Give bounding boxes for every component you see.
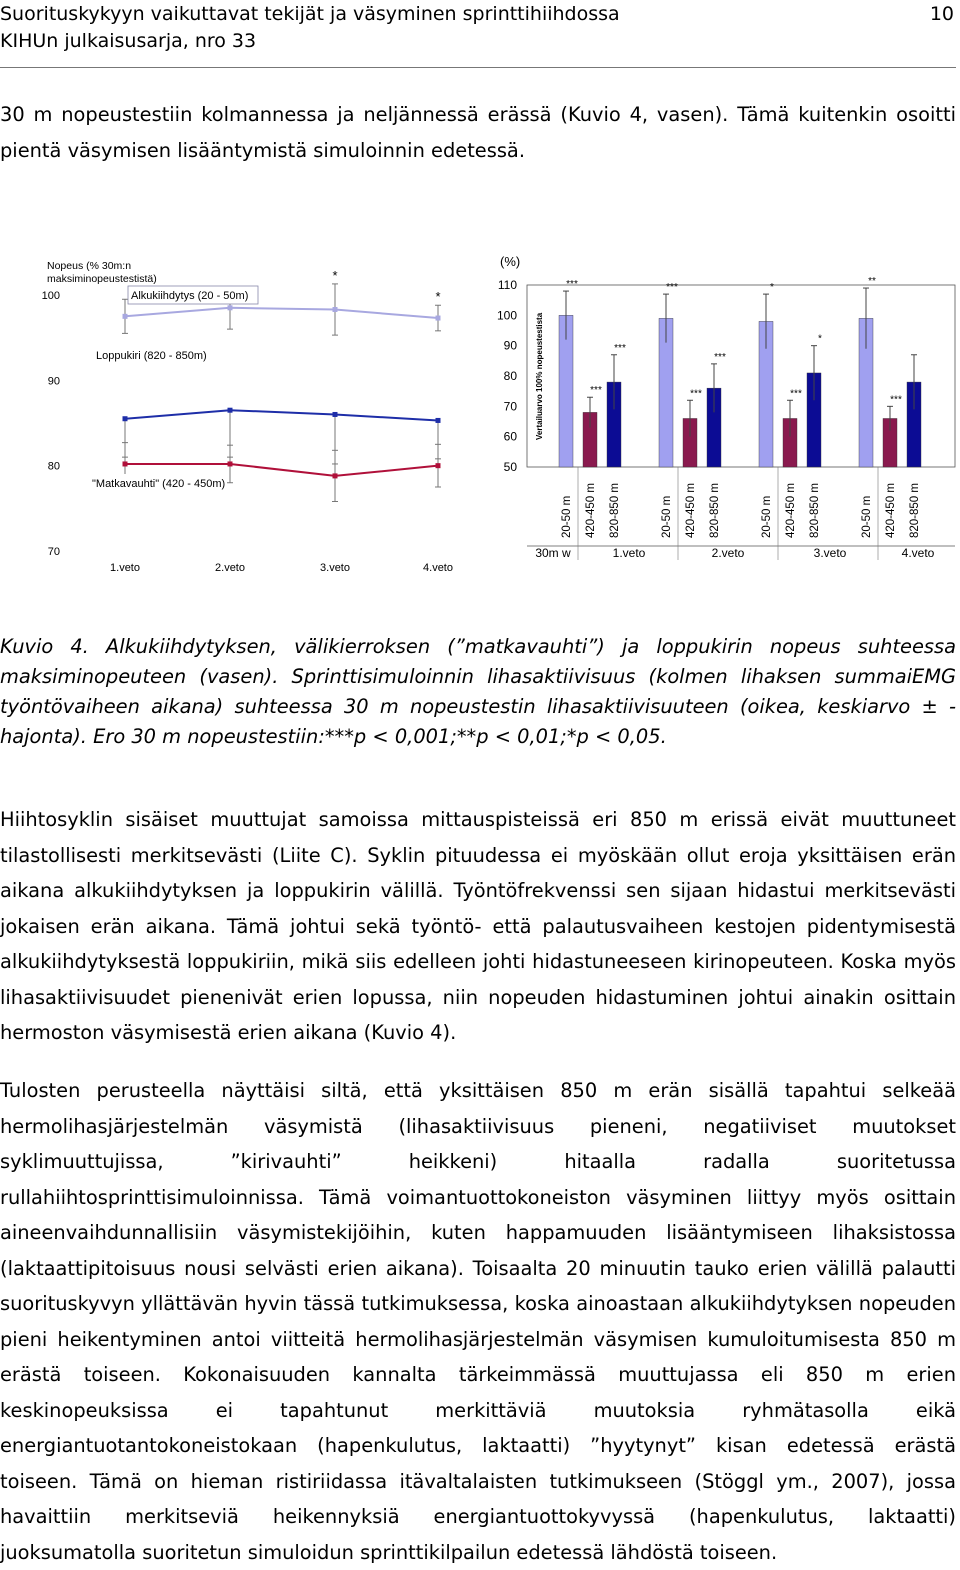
legend-label: "Matkavauhti" (420 - 450m)	[92, 478, 226, 490]
significance-marker: **	[868, 276, 876, 288]
figure-caption: Kuvio 4. Alkukiihdytyksen, välikierroksen (”matkavauhti”) ja loppukirin nopeus suhteessa maksiminopeuteen (vasen). Sprinttisimuloinnin lihasaktiivisuus (kolmen lihaksen summaiEMG työntövaiheen aikana) suhteessa 30 m nopeustestin lihasaktiivisuuteen (oikea, keskiarvo ± -hajonta). Ero 30 m nopeustestiin:***p < 0,001;**p < 0,01;*p < 0,05.	[0, 635, 956, 748]
bar-category-label: 420-450 m	[885, 483, 897, 538]
bar-category-label: 20-50 m	[861, 495, 873, 538]
legend-label: Alkukiihdytys (20 - 50m)	[131, 290, 249, 302]
bar-category-label: 20-50 m	[761, 495, 773, 538]
significance-marker: ***	[666, 282, 678, 294]
significance-marker: ***	[690, 388, 702, 400]
header-divider	[0, 67, 956, 68]
significance-marker: ***	[890, 394, 902, 406]
y-axis-label-line-2: maksiminopeustestistä)	[47, 273, 157, 285]
significance-marker: *	[435, 289, 441, 305]
y-tick-label: 110	[497, 278, 517, 292]
x-tick-label: 2.veto	[215, 562, 245, 574]
significance-marker: ***	[614, 342, 626, 354]
y-axis-unit-label: (%)	[500, 254, 521, 269]
y-axis-rotated-label: Vertailuarvo 100% nopeustestista	[535, 312, 544, 440]
significance-marker: ***	[790, 388, 802, 400]
y-tick-label: 80	[503, 369, 517, 383]
y-tick-label: 80	[47, 460, 60, 473]
significance-marker: *	[770, 282, 774, 294]
bar-category-label: 20-50 m	[561, 495, 573, 538]
significance-marker: ***	[590, 385, 602, 397]
y-tick-label: 90	[47, 375, 60, 388]
y-tick-label: 50	[503, 460, 517, 474]
significance-marker: ***	[566, 279, 578, 291]
body-paragraph-2: Tulosten perusteella näyttäisi siltä, että yksittäisen 850 m erän sisällä tapahtui selkeää hermolihasjärjestelmän väsymistä (lihasaktiivisuus pieneni, negatiiviset muutokset syklimuuttujissa, ”kirivauhti” heikkeni) hitaalla radalla suoritetussa rullahiihtosprinttisimuloinnissa. Tämä voimantuottokoneiston väsyminen liittyy myös osittain aineenvaihdunnallisiin väsymistekijöihin, kuten happamuuden lisääntymiseen lihaksistossa (laktaattipitoisuus nousi selvästi erien aikana). Toisaalta 20 minuutin tauko erien välillä palautti suorituskyvyn yllättävän hyvin tässä tutkimuksessa, koska ainoastaan alkukiihdytyksen nopeuden pieni heikentyminen antoi viitteitä hermolihasjärjestelmän väsymisen kumuloitumisesta 850 m erästä toiseen. Kokonaisuuden kannalta tärkeimmässä muuttujassa eli 850 m erien keskinopeuksissa ei tapahtunut merkittäviä muutoksia ryhmätasolla eikä energiantuotantokoneistokaan (hapenkulutus, laktaatti) ”hyytynyt” kisan edetessä erästä toiseen. Tämä on hieman ristiriidassa itävaltalaisten tutkimukseen (Stöggl ym., 2007), jossa havaittiin merkitseviä heikennyksiä energiantuottokyvyssä (hapenkulutus, laktaatti) juoksumatolla suoritetun simuloidun sprinttikilpailun edetessä lähdöstä toiseen.	[0, 1079, 956, 1564]
running-header-title: Suorituskykyyn vaikuttavat tekijät ja väsyminen sprinttihiihdossa	[0, 3, 620, 25]
bar-category-label: 820-850 m	[709, 483, 721, 538]
emg-bar-chart	[0, 250, 960, 570]
x-tick-label: 4.veto	[423, 562, 453, 574]
y-tick-label: 60	[503, 429, 517, 444]
legend-label: Loppukiri (820 - 850m)	[96, 350, 207, 362]
bar-category-label: 820-850 m	[909, 483, 921, 538]
bar-category-label: 420-450 m	[785, 483, 797, 538]
group-label: 1.veto	[612, 546, 646, 560]
intro-paragraph: 30 m nopeustestiin kolmannessa ja neljännessä erässä (Kuvio 4, vasen). Tämä kuitenkin osoitti pientä väsymisen lisääntymistä simuloinnin edetessä.	[0, 103, 956, 162]
running-header-series: KIHUn julkaisusarja, nro 33	[0, 30, 257, 52]
group-label: 3.veto	[813, 546, 847, 560]
y-tick-label: 90	[503, 338, 517, 353]
significance-marker: *	[818, 333, 822, 345]
y-tick-label: 70	[47, 546, 60, 558]
group-label: 2.veto	[711, 546, 745, 560]
body-paragraph-1: Hiihtosyklin sisäiset muuttujat samoissa mittauspisteissä eri 850 m erissä eivät muuttuneet tilastollisesti merkitsevästi (Liite C). Syklin pituudessa ei myöskään ollut eroja yksittäisen erän aikana alkukiihdytyksen ja loppukirin välillä. Työntöfrekvenssi sen sijaan hidastui merkitsevästi jokaisen erän aikana. Tämä johtui sekä työntö- että palautusvaiheen kestojen pidentymisestä alkukiihdytyksestä loppukiriin, mikä siis edelleen johti hidastuneeseen kirinopeuteen. Koska myös lihasaktiivisuudet pienenivät erien lopussa, niin nopeuden hidastuminen johtui ainakin osittain hermoston väsymisestä erien aikana (Kuvio 4).	[0, 808, 956, 1044]
significance-marker: *	[332, 267, 338, 283]
y-axis-label-line-1: Nopeus (% 30m:n	[47, 260, 132, 272]
group-label: 30m w	[535, 546, 571, 560]
bar-category-label: 820-850 m	[609, 483, 621, 538]
bar-category-label: 20-50 m	[661, 495, 673, 538]
bar-category-label: 420-450 m	[685, 483, 697, 538]
bar-category-label: 820-850 m	[809, 483, 821, 538]
page-number: 10	[929, 3, 954, 25]
x-tick-label: 1.veto	[110, 562, 140, 574]
bar-category-label: 420-450 m	[585, 483, 597, 538]
y-tick-label: 100	[496, 308, 517, 323]
group-label: 4.veto	[901, 546, 935, 560]
y-tick-label: 70	[503, 399, 517, 414]
significance-marker: ***	[714, 351, 726, 363]
y-tick-label: 100	[41, 290, 60, 302]
x-tick-label: 3.veto	[320, 562, 350, 574]
